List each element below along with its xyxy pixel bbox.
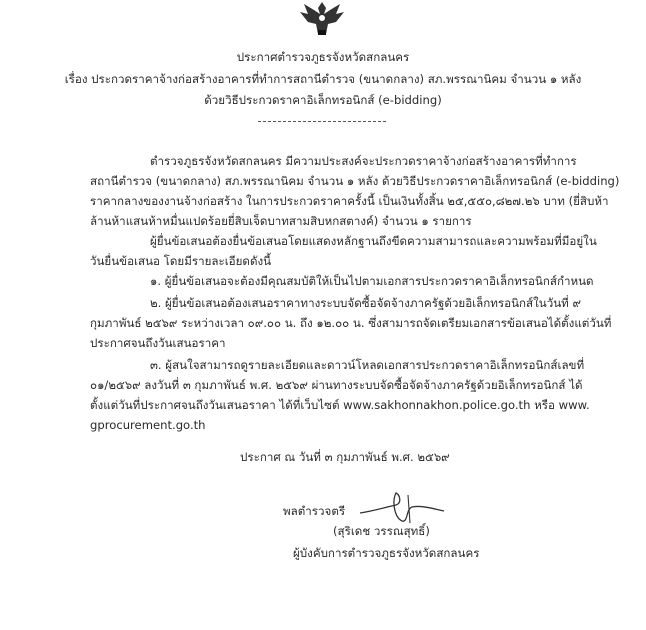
item-1: ๑. ผู้ยื่นข้อเสนอจะต้องมีคุณสมบัติให้เป็นไปตามเอกสารประกวดราคาอิเล็กทรอนิกส์กำหนด	[150, 274, 594, 288]
signatory-rank: พลตำรวจตรี	[283, 504, 346, 518]
signatory-name: (สุริเดช วรรณสุทธิ์)	[333, 524, 430, 538]
paragraph-1-line-3: ราคากลางของงานจ้างก่อสร้าง ในการประกวดราคาครั้งนี้ เป็นเงินทั้งสิ้น ๒๕,๕๕๐,๘๒๗.๒๖ บาท (ยี่สิบห้า	[90, 194, 609, 208]
item-2-line-3: ประกาศจนถึงวันเสนอราคา	[90, 336, 226, 350]
section-divider	[258, 121, 386, 122]
subject-line-2: ด้วยวิธีประกวดราคาอิเล็กทรอนิกส์ (e-bidding)	[204, 93, 442, 107]
paragraph-1-line-4: ล้านห้าแสนห้าหมื่นแปดร้อยยี่สิบเจ็ดบาทสามสิบหกสตางค์) จำนวน ๑ รายการ	[90, 214, 472, 228]
announcement-title: ประกาศตำรวจภูธรจังหวัดสกลนคร	[236, 50, 410, 64]
signatory-position: ผู้บังคับการตำรวจภูธรจังหวัดสกลนคร	[293, 546, 480, 560]
paragraph-1-line-2: สถานีตำรวจ (ขนาดกลาง) สภ.พรรณานิคม จำนวน ๑ หลัง ด้วยวิธีประกวดราคาอิเล็กทรอนิกส์ (e-bidding)	[90, 174, 620, 188]
paragraph-2-line-1: ผู้ยื่นข้อเสนอต้องยื่นข้อเสนอโดยแสดงหลักฐานถึงขีดความสามารถและความพร้อมที่มีอยู่ใน	[150, 234, 597, 248]
announcement-date: ประกาศ ณ วันที่ ๓ กุมภาพันธ์ พ.ศ. ๒๕๖๙	[240, 450, 450, 464]
signature-image	[356, 491, 446, 525]
item-3-line-3: ตั้งแต่วันที่ประกาศจนถึงวันเสนอราคา ได้ที่เว็บไซต์ www.sakhonnakhon.police.go.th หรือ www.	[90, 398, 590, 412]
paragraph-2-line-2: วันยื่นข้อเสนอ โดยมีรายละเอียดดังนี้	[90, 254, 272, 268]
paragraph-1-line-1: ตำรวจภูธรจังหวัดสกลนคร มีความประสงค์จะประกวดราคาจ้างก่อสร้างอาคารที่ทำการ	[150, 154, 577, 168]
item-2-line-1: ๒. ผู้ยื่นข้อเสนอต้องเสนอราคาทางระบบจัดซื้อจัดจ้างภาครัฐด้วยอิเล็กทรอนิกส์ในวันที่ ๙	[150, 296, 581, 310]
garuda-emblem-icon	[296, 0, 348, 36]
subject-line-1: เรื่อง ประกวดราคาจ้างก่อสร้างอาคารที่ทำการสถานีตำรวจ (ขนาดกลาง) สภ.พรรณานิคม จำนวน ๑ หลัง	[64, 72, 582, 86]
item-3-line-4: gprocurement.go.th	[90, 418, 206, 432]
item-3-line-2: ๐๑/๒๕๖๙ ลงวันที่ ๓ กุมภาพันธ์ พ.ศ. ๒๕๖๙ ผ่านทางระบบจัดซื้อจัดจ้างภาครัฐด้วยอิเล็กทรอนิกส์ ได้	[90, 378, 583, 392]
item-3-line-1: ๓. ผู้สนใจสามารถดูรายละเอียดและดาวน์โหลดเอกสารประกวดราคาอิเล็กทรอนิกส์เลขที่	[150, 358, 585, 372]
item-2-line-2: กุมภาพันธ์ ๒๕๖๙ ระหว่างเวลา ๐๙.๐๐ น. ถึง ๑๒.๐๐ น. ซึ่งสามารถจัดเตรียมเอกสารข้อเสนอได้ตั้งแต่วันที่	[90, 316, 612, 330]
